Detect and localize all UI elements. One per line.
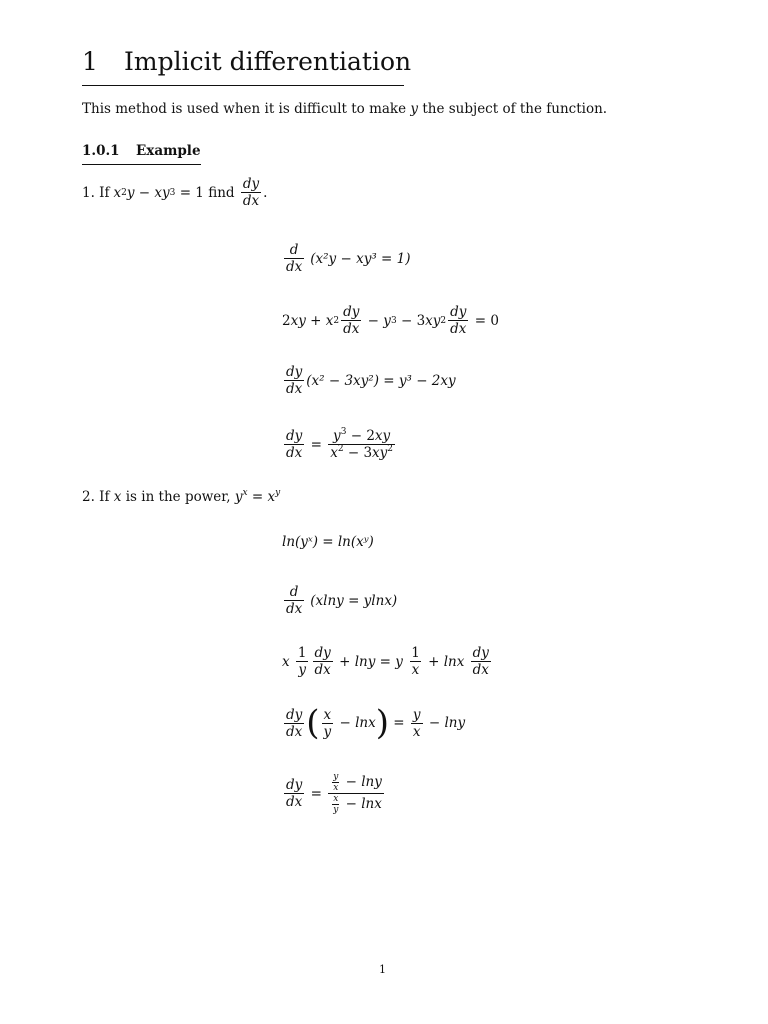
example-2-step-1: ln(yˣ) = ln(xʸ) (282, 534, 374, 550)
page-number: 1 (379, 963, 386, 976)
example-2-step-4: $\frac{dy}{dx}$ ( $\frac{x}{y}$ − lnx ) = $\frac{y}{x}$ − lny (286, 703, 466, 743)
section-underline (82, 85, 404, 86)
subsection-heading (82, 141, 201, 161)
section-title: Implicit differentiation (124, 47, 412, 76)
section-number: 1 (82, 47, 98, 76)
example-1-step-2: 2 xy + x 2 $\frac{dy}{dx}$ − y 3 − 3 xy 2 $\frac{dy}{dx}$ = 0 (282, 304, 499, 337)
dy-dx-fraction: $\frac{dy}{dx}$ (242, 176, 260, 209)
example-2-step-3: x $\frac{1}{y}$ $\frac{dy}{dx}$ + lny = y $\frac{1}{x}$ + lnx $\frac{dy}{dx}$ (282, 645, 489, 678)
example-1-statement: 1. If x 2 y − xy 3 = 1 find $\frac{dy}{dx}$ . (82, 176, 268, 209)
intro-variable: y (410, 101, 419, 117)
example-2-statement: 2. If x is in the power, $y^x = x^y$ (82, 488, 281, 505)
example-1-step-1: $\frac{d}{dx}$ (x²y − xy³ = 1) (286, 242, 411, 275)
intro-paragraph: This method is used when it is difficult to make y the subject of the function. (82, 101, 608, 117)
subsection-title: Example (136, 143, 201, 159)
section-heading (82, 44, 411, 80)
subsection-underline (82, 164, 201, 165)
subsection-number: 1.0.1 (82, 143, 120, 159)
example-1-step-3: $\frac{dy}{dx}$ (x² − 3xy²) = y³ − 2xy (286, 364, 456, 397)
example-2-result: $\frac{dy}{dx}$ = $\frac{y}{x}$ − lny $\frac{x}{y}$ − lnx (286, 772, 382, 815)
example-2-step-2: $\frac{d}{dx}$ (xlny = ylnx) (286, 584, 398, 617)
example-1-result: $\frac{dy}{dx}$ = $\frac{y^3 - 2xy}{x^2 - 3xy^2}$ (286, 427, 394, 461)
